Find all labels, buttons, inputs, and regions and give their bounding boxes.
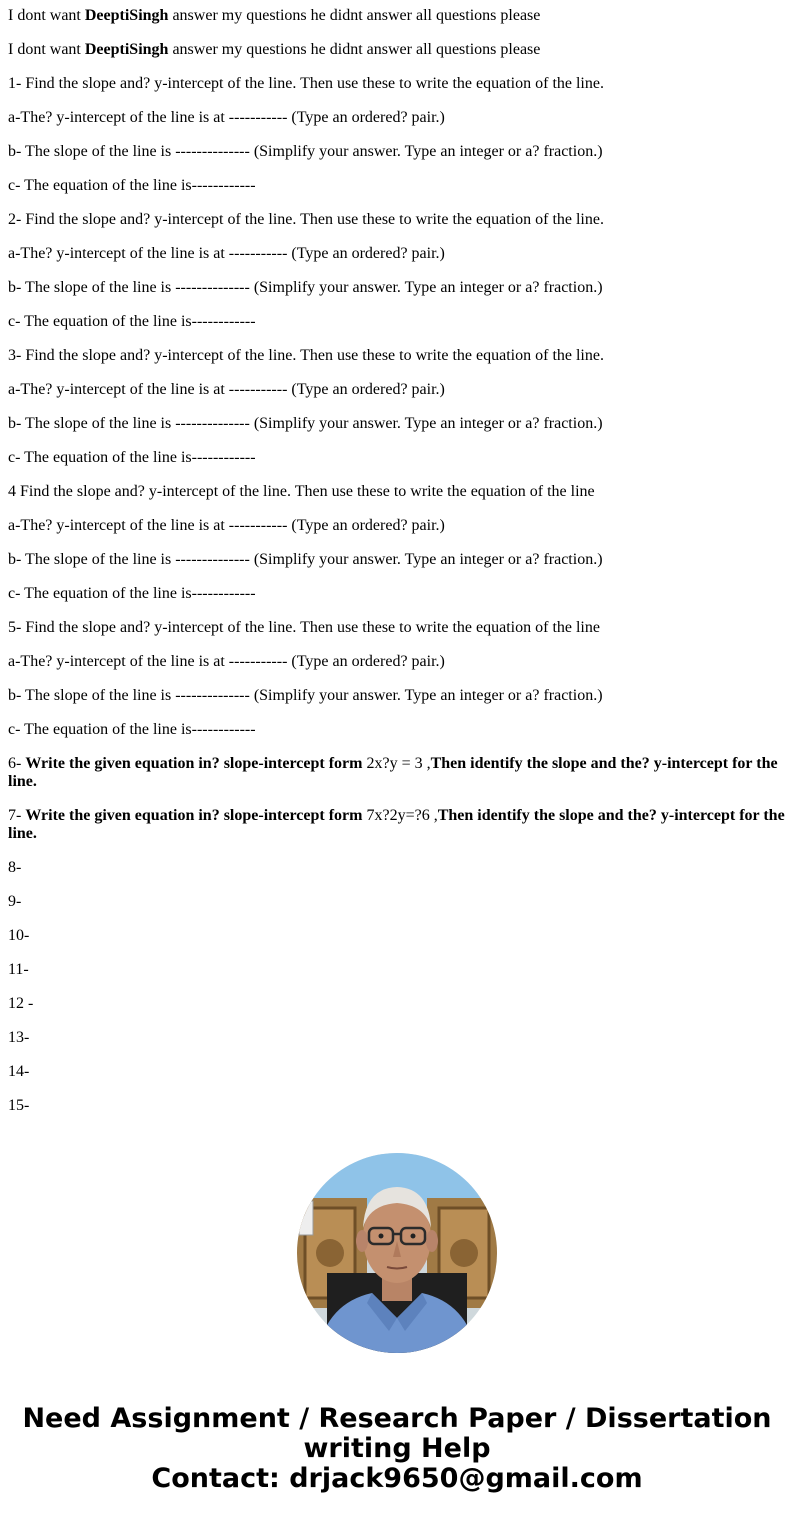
question-1: 1- Find the slope and? y-intercept of the line. Then use these to write the equation of the line. (8, 75, 604, 92)
question-5: 5- Find the slope and? y-intercept of the line. Then use these to write the equation of the line (8, 619, 600, 636)
footer-line-1: Need Assignment / Research Paper / Dissertation (22, 1403, 772, 1434)
question-3-part-a: a-The? y-intercept of the line is at ----------- (Type an ordered? pair.) (8, 381, 445, 398)
question-11: 11- (8, 961, 29, 978)
intro-text: I dont want (8, 41, 85, 58)
question-6-instruction-2: Then identify the slope and the? y-intercept for the line. (8, 755, 778, 790)
question-3-part-c: c- The equation of the line is------------ (8, 449, 256, 466)
intro-name: DeeptiSingh (84, 7, 169, 24)
question-1-part-b: b- The slope of the line is -------------- (Simplify your answer. Type an integer or a? fraction.) (8, 143, 603, 160)
question-5-part-a: a-The? y-intercept of the line is at ----------- (Type an ordered? pair.) (8, 653, 445, 670)
intro-line-2 (8, 41, 786, 59)
question-4-part-a: a-The? y-intercept of the line is at ----------- (Type an ordered? pair.) (8, 517, 445, 534)
question-13: 13- (8, 1029, 30, 1046)
footer-line-2: writing Help (303, 1433, 491, 1464)
footer-banner (0, 1404, 794, 1494)
avatar-photo (297, 1153, 497, 1353)
avatar (297, 1153, 497, 1353)
question-1-part-a: a-The? y-intercept of the line is at ----------- (Type an ordered? pair.) (8, 109, 445, 126)
question-3-part-b: b- The slope of the line is -------------- (Simplify your answer. Type an integer or a? fraction.) (8, 415, 603, 432)
document-body (8, 7, 786, 1131)
question-4: 4 Find the slope and? y-intercept of the line. Then use these to write the equation of the line (8, 483, 595, 500)
question-7-instruction-2: Then identify the slope and the? y-intercept for the line. (8, 807, 785, 842)
question-7 (8, 807, 786, 843)
question-2: 2- Find the slope and? y-intercept of the line. Then use these to write the equation of the line. (8, 211, 604, 228)
question-6 (8, 755, 786, 791)
question-7-number: 7- (8, 807, 26, 824)
question-1-part-c: c- The equation of the line is------------ (8, 177, 256, 194)
question-4-part-c: c- The equation of the line is------------ (8, 585, 256, 602)
question-4-part-b: b- The slope of the line is -------------- (Simplify your answer. Type an integer or a? fraction.) (8, 551, 603, 568)
question-7-instruction: Write the given equation in? slope-intercept form (25, 807, 363, 824)
question-5-part-b: b- The slope of the line is -------------- (Simplify your answer. Type an integer or a? fraction.) (8, 687, 603, 704)
question-15: 15- (8, 1097, 30, 1114)
intro-name: DeeptiSingh (84, 41, 169, 58)
question-2-part-c: c- The equation of the line is------------ (8, 313, 256, 330)
question-8: 8- (8, 859, 22, 876)
intro-text: answer my questions he didnt answer all questions please (168, 7, 541, 24)
question-2-part-a: a-The? y-intercept of the line is at ----------- (Type an ordered? pair.) (8, 245, 445, 262)
question-6-equation: 2x?y = 3 , (362, 755, 431, 772)
question-6-instruction: Write the given equation in? slope-intercept form (25, 755, 363, 772)
question-5-part-c: c- The equation of the line is------------ (8, 721, 256, 738)
intro-text: I dont want (8, 7, 85, 24)
question-2-part-b: b- The slope of the line is -------------- (Simplify your answer. Type an integer or a? fraction.) (8, 279, 603, 296)
question-3: 3- Find the slope and? y-intercept of the line. Then use these to write the equation of the line. (8, 347, 604, 364)
question-9: 9- (8, 893, 22, 910)
question-7-equation: 7x?2y=?6 , (362, 807, 438, 824)
intro-line-1 (8, 7, 786, 25)
question-10: 10- (8, 927, 30, 944)
intro-text: answer my questions he didnt answer all questions please (168, 41, 541, 58)
question-12: 12 - (8, 995, 34, 1012)
question-6-number: 6- (8, 755, 26, 772)
question-14: 14- (8, 1063, 30, 1080)
footer-contact: Contact: drjack9650@gmail.com (151, 1463, 643, 1494)
